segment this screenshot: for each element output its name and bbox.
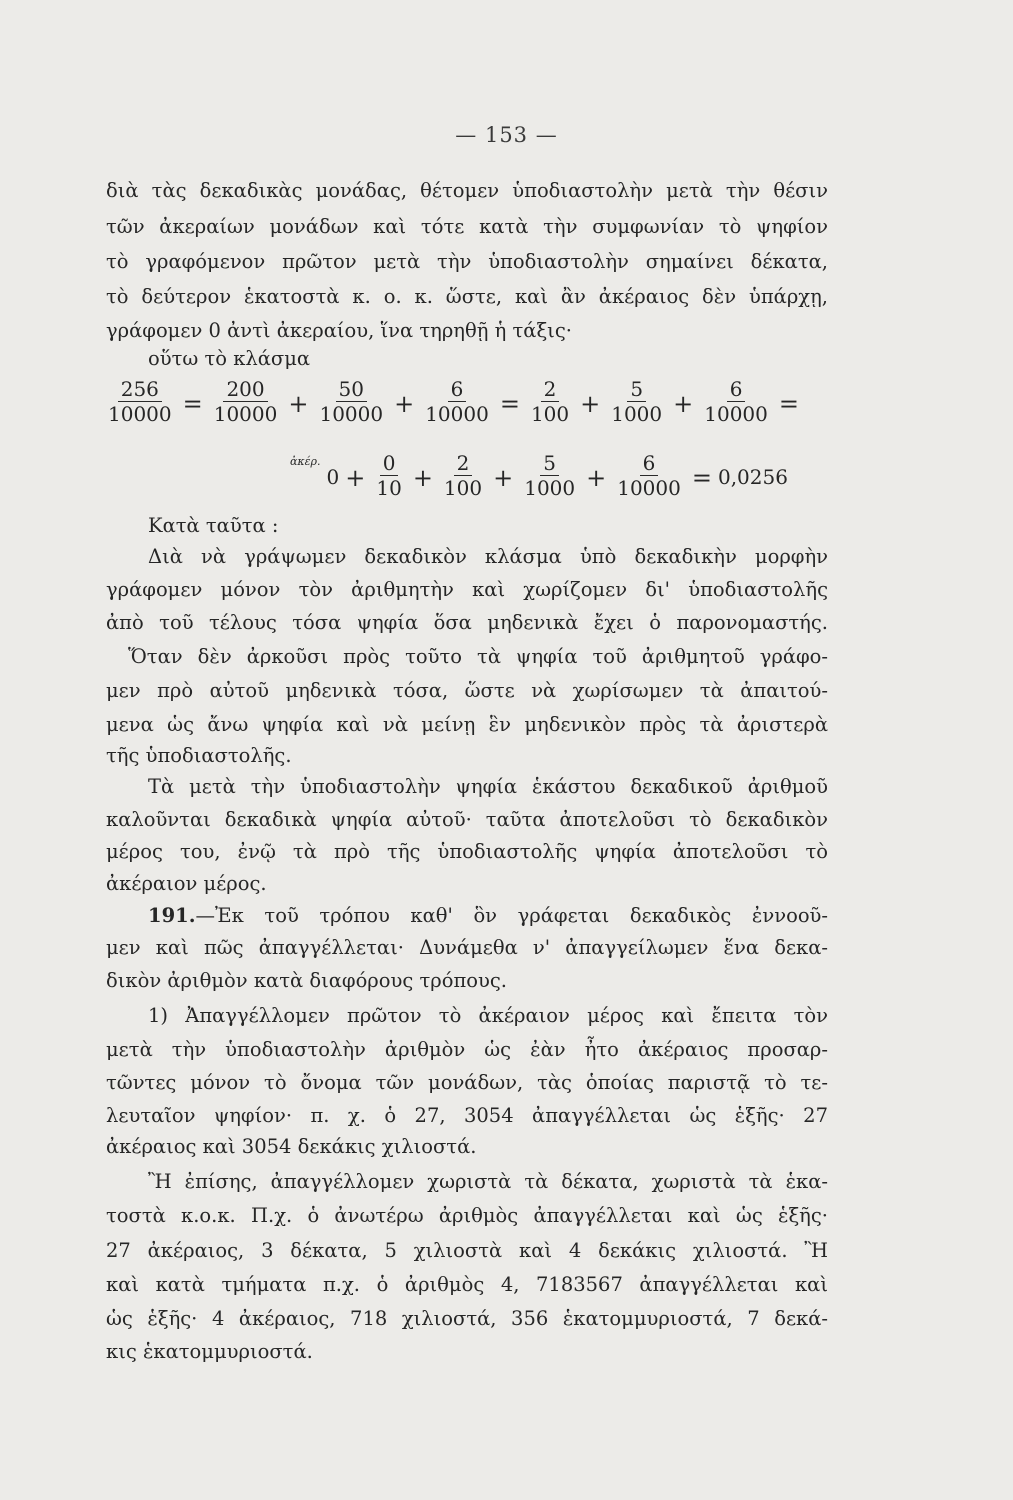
- text-line: δικὸν ἀριθμὸν κατὰ διαφόρους τρόπους.: [106, 969, 508, 992]
- operator: +: [673, 389, 694, 418]
- denominator: 10: [376, 476, 402, 500]
- fraction: [422, 378, 492, 425]
- denominator: 10000: [108, 402, 172, 426]
- text-line: Ἢ ἐπίσης, ἀπαγγέλλομεν χωριστὰ τὰ δέκατα, χωριστὰ τὰ ἑκα-: [148, 1170, 828, 1193]
- operator: +: [394, 389, 415, 418]
- fraction: [608, 378, 665, 425]
- denominator: 10000: [425, 402, 489, 426]
- text-line: ἀπὸ τοῦ τέλους τόσα ψηφία ὅσα μηδενικὰ ἔχει ὁ παρονομαστής.: [106, 611, 828, 634]
- section-number: 191.: [148, 904, 196, 927]
- example-intro: οὕτω τὸ κλάσμα: [148, 347, 311, 370]
- text-line: καλοῦνται δεκαδικὰ ψηφία αὐτοῦ· ταῦτα ἀποτελοῦσι τὸ δεκαδικὸν: [106, 808, 828, 831]
- section-191-heading: [148, 902, 828, 930]
- operator: +: [580, 389, 601, 418]
- denominator: 10000: [319, 402, 384, 426]
- operator: =: [778, 389, 799, 418]
- operator: =: [691, 463, 712, 492]
- denominator: 100: [530, 402, 570, 426]
- text-line: μεν πρὸ αὐτοῦ μηδενικὰ τόσα, ὥστε νὰ χωρίσωμεν τὰ ἀπαιτού-: [106, 679, 828, 702]
- text-line: 27 ἀκέραιος, 3 δέκατα, 5 χιλιοστὰ καὶ 4 δεκάκις χιλιοστά. Ἢ: [106, 1239, 828, 1262]
- text-line: ἀκέραιον μέρος.: [106, 872, 267, 895]
- text-line: διὰ τὰς δεκαδικὰς μονάδας, θέτομεν ὑποδιαστολὴν μετὰ τὴν θέσιν: [106, 179, 828, 202]
- text-line: ὡς ἑξῆς· 4 ἀκέραιος, 718 χιλιοστά, 356 ἑκατομμυριοστά, 7 δεκά-: [106, 1307, 828, 1330]
- denominator: 10000: [617, 476, 681, 500]
- text-line: 1) Ἀπαγγέλλομεν πρῶτον τὸ ἀκέραιον μέρος καὶ ἔπειτα τὸν: [148, 1004, 828, 1027]
- text-line: κις ἑκατομμυριοστά.: [106, 1340, 313, 1363]
- denominator: 1000: [611, 402, 663, 426]
- text-line: γράφομεν 0 ἀντὶ ἀκεραίου, ἵνα τηρηθῇ ἡ τάξις·: [106, 319, 572, 342]
- text-line: λευταῖον ψηφίον· π. χ. ὁ 27, 3054 ἀπαγγέλλεται ὡς ἑξῆς· 27: [106, 1104, 828, 1127]
- numerator: 200: [223, 378, 267, 402]
- text-line: τῶντες μόνον τὸ ὄνομα τῶν μονάδων, τὰς ὁποίας παριστᾷ τὸ τε-: [106, 1071, 828, 1094]
- text-line: τῶν ἀκεραίων μονάδων καὶ τότε κατὰ τὴν συμφωνίαν τὸ ψηφίον: [106, 215, 828, 238]
- conclusion-label: Κατὰ ταῦτα :: [148, 514, 279, 537]
- text-line: τὸ γραφόμενον πρῶτον μετὰ τὴν ὑποδιαστολὴν σημαίνει δέκατα,: [106, 250, 828, 273]
- numerator: 2: [454, 452, 473, 476]
- numerator: 6: [448, 378, 467, 402]
- numerator: 0: [380, 452, 399, 476]
- denominator: 10000: [213, 402, 278, 426]
- numerator: 5: [627, 378, 646, 402]
- text-line: Τὰ μετὰ τὴν ὑποδιαστολὴν ψηφία ἑκάστου δεκαδικοῦ ἀριθμοῦ: [148, 775, 828, 798]
- fraction: [373, 452, 404, 499]
- text-line: ἀκέραιος καὶ 3054 δεκάκις χιλιοστά.: [106, 1135, 477, 1158]
- operator: +: [288, 389, 309, 418]
- text-line: μετὰ τὴν ὑποδιαστολὴν ἀριθμὸν ὡς ἐὰν ἦτο ἀκέραιος προσαρ-: [106, 1038, 828, 1061]
- operator: +: [493, 463, 514, 492]
- numerator: 5: [540, 452, 559, 476]
- operator: +: [586, 463, 607, 492]
- numerator: 50: [336, 378, 367, 402]
- section-text: —Ἐκ τοῦ τρόπου καθ' ὃν γράφεται δεκαδικὸς ἐννοοῦ-: [195, 904, 828, 927]
- text-line: Ὅταν δὲν ἀρκοῦσι πρὸς τοῦτο τὰ ψηφία τοῦ ἀριθμητοῦ γράφο-: [128, 645, 828, 668]
- fraction: [614, 452, 684, 499]
- numerator: 6: [640, 452, 659, 476]
- fraction-equation-1: [103, 378, 805, 425]
- denominator: 10000: [704, 402, 768, 426]
- numerator: 6: [727, 378, 746, 402]
- denominator: 1000: [524, 476, 576, 500]
- text-line: τοστὰ κ.ο.κ. Π.χ. ὁ ἀνωτέρω ἀριθμὸς ἀπαγγέλλεται καὶ ὡς ἑξῆς·: [106, 1204, 828, 1227]
- text-line: καὶ κατὰ τμήματα π.χ. ὁ ἀριθμὸς 4, 7183567 ἀπαγγέλλεται καὶ: [106, 1273, 828, 1296]
- fraction-equation-2: [290, 452, 788, 499]
- text-line: μεν καὶ πῶς ἀπαγγέλλεται· Δυνάμεθα ν' ἀπαγγείλωμεν ἕνα δεκα-: [106, 936, 828, 959]
- text-line: μέρος του, ἐνῷ τὰ πρὸ τῆς ὑποδιαστολῆς ψηφία ἀποτελοῦσι τὸ: [106, 840, 828, 863]
- operator: =: [499, 389, 520, 418]
- numerator: 256: [118, 378, 162, 402]
- operator: +: [345, 463, 366, 492]
- text-line: Διὰ νὰ γράψωμεν δεκαδικὸν κλάσμα ὑπὸ δεκαδικὴν μορφὴν: [148, 545, 828, 568]
- text-line: τῆς ὑποδιαστολῆς.: [106, 744, 292, 767]
- fraction: [528, 378, 572, 425]
- denominator: 100: [443, 476, 483, 500]
- text-line: τὸ δεύτερον ἑκατοστὰ κ. ο. κ. ὥστε, καὶ ἂν ἀκέραιος δὲν ὑπάρχῃ,: [106, 285, 828, 308]
- fraction: [105, 378, 175, 425]
- text-line: γράφομεν μόνον τὸν ἀριθμητὴν καὶ χωρίζομεν δι' ὑποδιαστολῆς: [106, 578, 828, 601]
- text-line: μενα ὡς ἄνω ψηφία καὶ νὰ μείνῃ ἓν μηδενικὸν πρὸς τὰ ἀριστερὰ: [106, 713, 828, 736]
- operator: =: [182, 389, 203, 418]
- operator: +: [412, 463, 433, 492]
- page-number: — 153 —: [455, 123, 558, 147]
- fraction: [441, 452, 485, 499]
- integer-abbrev: ἀκέρ.: [290, 455, 321, 468]
- fraction: [316, 378, 386, 425]
- fraction: [211, 378, 281, 425]
- decimal-result: 0,0256: [717, 464, 788, 489]
- fraction: [701, 378, 771, 425]
- numerator: 2: [541, 378, 560, 402]
- integer-zero: 0: [326, 464, 340, 489]
- fraction: [521, 452, 578, 499]
